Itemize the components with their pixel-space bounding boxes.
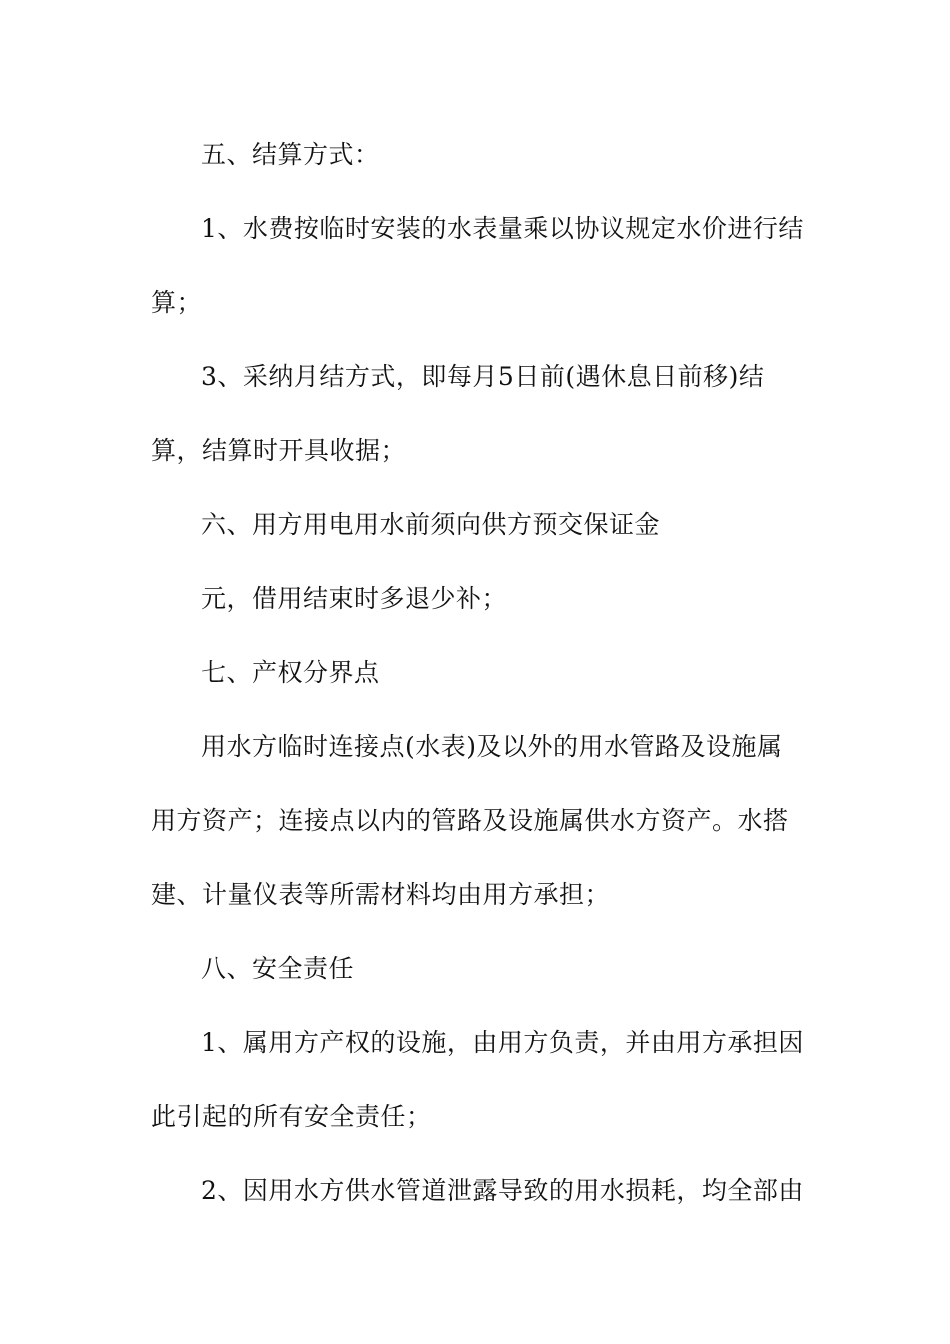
clause-water-fee — [151, 192, 811, 340]
section-six-heading — [151, 488, 811, 562]
clause-deposit-refund — [151, 562, 811, 636]
clause-monthly-settlement — [151, 340, 811, 488]
paragraph-line: 五、结算方式： — [201, 140, 380, 169]
section-five-heading — [151, 118, 811, 192]
paragraph-line: 1、属用方产权的设施，由用方负责，并由用方承担因 — [201, 1028, 804, 1057]
paragraph-line: 2、因用水方供水管道泄露导致的用水损耗，均全部由 — [201, 1176, 804, 1205]
paragraph-line: 用方资产；连接点以内的管路及设施属供水方资产。水搭 — [151, 806, 789, 835]
paragraph-line: 七、产权分界点 — [201, 658, 380, 687]
clause-leakage-loss — [151, 1154, 811, 1228]
paragraph-line: 八、安全责任 — [201, 954, 355, 983]
clause-safety-responsibility — [151, 1006, 811, 1154]
paragraph-line: 六、用方用电用水前须向供方预交保证金 — [201, 510, 661, 539]
paragraph-line: 用水方临时连接点(水表)及以外的用水管路及设施属 — [201, 732, 783, 761]
paragraph-line: 建、计量仪表等所需材料均由用方承担； — [151, 880, 611, 909]
paragraph-line: 算； — [151, 288, 203, 317]
paragraph-line: 算，结算时开具收据； — [151, 436, 407, 465]
section-seven-heading — [151, 636, 811, 710]
paragraph-line: 3、采纳月结方式，即每月5日前(遇休息日前移)结 — [201, 362, 765, 391]
paragraph-line: 元，借用结束时多退少补； — [201, 584, 508, 613]
section-eight-heading — [151, 932, 811, 1006]
paragraph-line: 1、水费按临时安装的水表量乘以协议规定水价进行结 — [201, 214, 804, 243]
paragraph-line: 此引起的所有安全责任； — [151, 1102, 432, 1131]
clause-property-boundary — [151, 710, 811, 932]
